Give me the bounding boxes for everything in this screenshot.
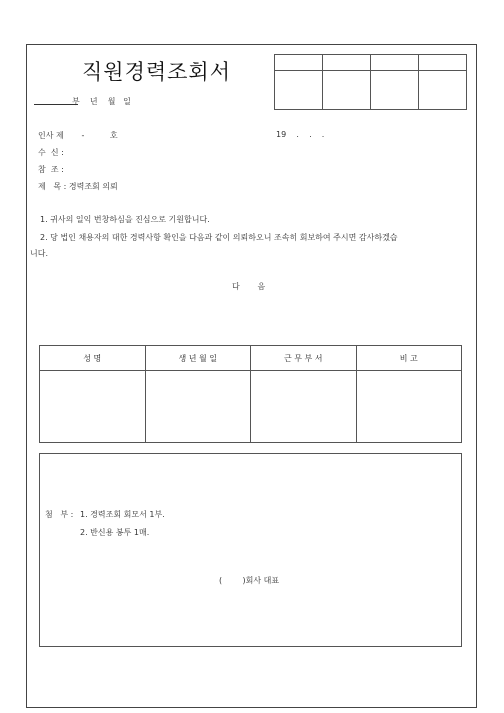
reference-number: 인사 제 - 호	[38, 131, 118, 140]
header-birthdate: 생 년 월 일	[145, 346, 251, 371]
attachment-item-2: 2. 반신용 봉투 1매.	[80, 528, 150, 537]
approval-cell	[419, 71, 467, 110]
table-cell	[356, 371, 462, 443]
document-date: 19 . . .	[276, 130, 325, 139]
approval-stamp-table	[274, 54, 467, 110]
table-cell	[251, 371, 357, 443]
paragraph-2-line-1: 2. 당 법인 채용자의 대한 경력사항 확인을 다음과 같이 의뢰하오니 조속히 회보하여 주시면 감사하겠습	[40, 233, 398, 242]
header-name: 성 명	[40, 346, 146, 371]
recipient-line: 수 신 :	[38, 148, 64, 157]
paragraph-2-line-2: 니다.	[30, 249, 48, 258]
attachment-item-1: 1. 경력조회 회모서 1부.	[80, 510, 165, 519]
approval-cell	[323, 71, 371, 110]
section-heading: 다 음	[232, 282, 266, 291]
header-department: 근 무 부 서	[251, 346, 357, 371]
attachment-box	[39, 453, 462, 647]
approval-cell	[275, 55, 323, 71]
company-signature: ( )회사 대표	[219, 576, 280, 585]
header-remarks: 비 고	[356, 346, 462, 371]
reference-line: 참 조 :	[38, 165, 64, 174]
approval-cell	[323, 55, 371, 71]
approval-cell	[275, 71, 323, 110]
approval-cell	[419, 55, 467, 71]
table-cell	[40, 371, 146, 443]
table-cell	[145, 371, 251, 443]
paragraph-1: 1. 귀사의 일익 번창하심을 진심으로 기원합니다.	[40, 215, 210, 224]
employee-info-table	[39, 345, 462, 443]
document-number-line: 부 년 월 일	[72, 97, 131, 106]
approval-cell	[371, 55, 419, 71]
approval-cell	[371, 71, 419, 110]
subject-line: 제 목 : 경력조회 의뢰	[38, 182, 118, 191]
attachment-label: 첨 부 :	[45, 510, 74, 519]
document-title: 직원경력조회서	[82, 60, 232, 84]
